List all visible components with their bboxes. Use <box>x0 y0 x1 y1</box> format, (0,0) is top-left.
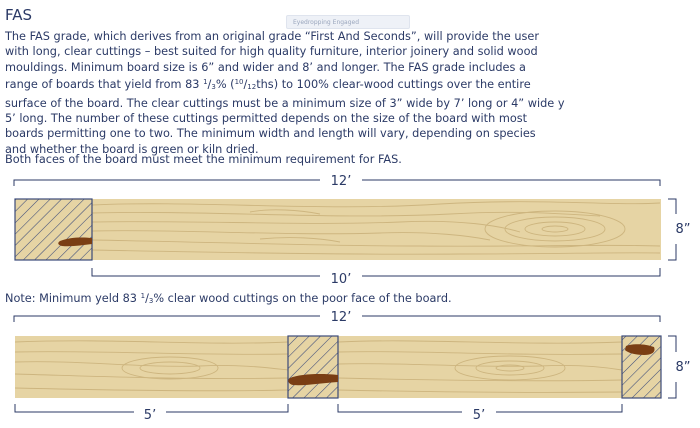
board-1 <box>14 174 691 287</box>
length-label: 12’ <box>330 174 352 189</box>
board-surface <box>15 199 661 260</box>
description-line: surface of the board. The clear cuttings must be a minimum size of 3” wide by 7’ long or 4” wide y <box>5 96 565 110</box>
description-line: boards permitting one to two. The minimum width and length will vary, depending on species <box>5 127 536 141</box>
description-line: with long, clear cuttings – best suited for high quality furniture, interior joinery and solid wood <box>5 45 538 59</box>
page-title: FAS <box>5 6 33 24</box>
right-cutting-label: 5’ <box>472 408 486 423</box>
eyedropper-overlay: Eyedropping Engaged <box>286 15 410 29</box>
description-line: 5’ long. The number of these cuttings permitted depends on the size of the board with most <box>5 112 528 126</box>
left-cutting-label: 5’ <box>143 408 157 423</box>
board-2 <box>14 310 691 423</box>
cutting-label: 10’ <box>330 272 352 287</box>
requirement-text: Both faces of the board must meet the minimum requirement for FAS. <box>5 153 402 166</box>
cutting-dimension <box>92 268 660 276</box>
defect-area <box>15 199 92 260</box>
defect-area <box>288 336 338 398</box>
note-text: Note: Minimum yeld 83 $^1/_3\%$ clear wood cuttings on the poor face of the board. <box>5 292 452 305</box>
description-line: mouldings. Minimum board size is 6” and wider and 8’ and longer. The FAS grade includes a <box>5 60 526 74</box>
description-line-yield: range of boards that yield from 83 $^1/_3\%$ $(^{10}/_{12}ths)$ to 100% clear-wood cuttings over the entire <box>5 78 531 92</box>
description-line: The FAS grade, which derives from an original grade “First And Seconds”, will provide the user <box>5 30 539 43</box>
width-label: 8” <box>675 222 691 237</box>
description-line: and whether the board is green or kiln dried. <box>5 142 259 156</box>
width-label: 8” <box>675 360 691 375</box>
length-label: 12’ <box>330 310 352 325</box>
